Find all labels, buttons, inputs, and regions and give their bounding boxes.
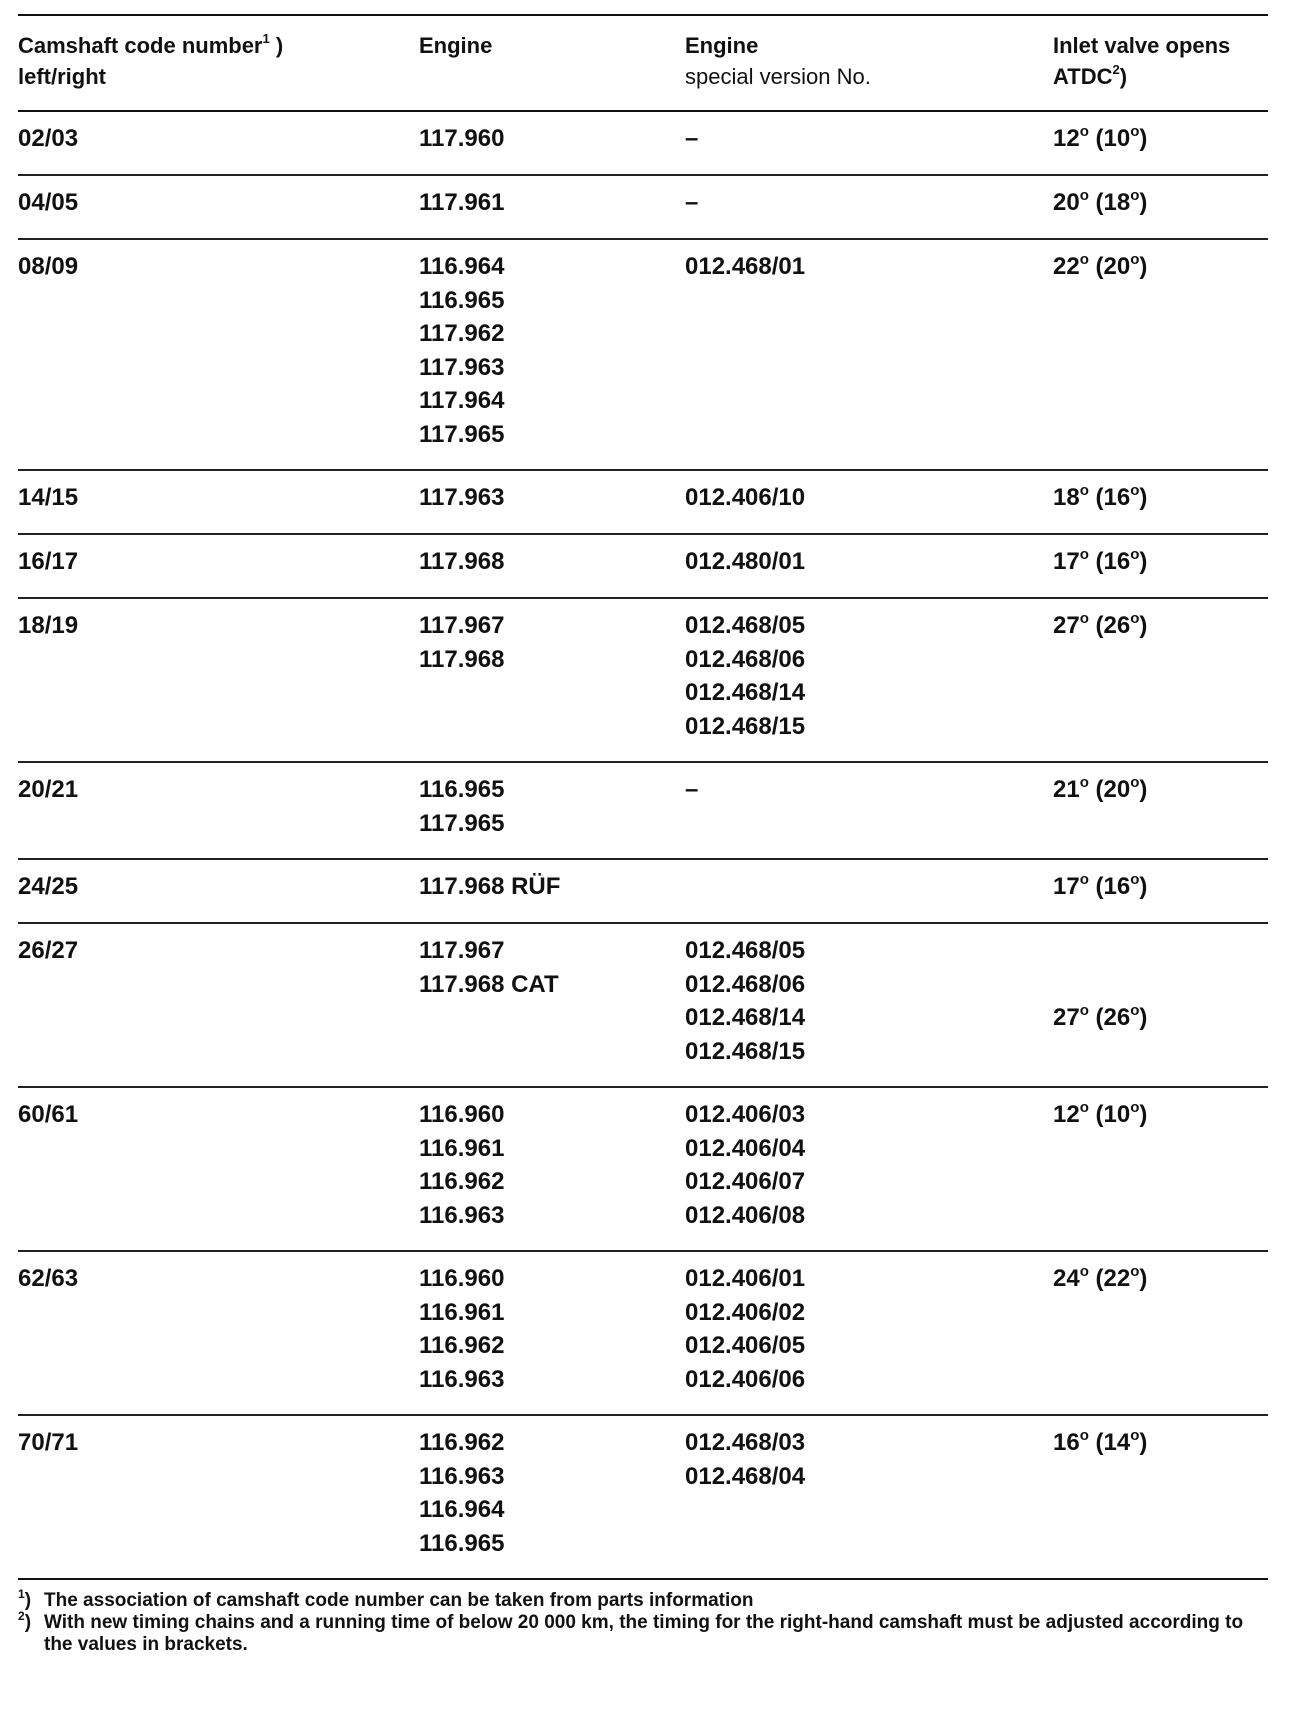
cell-engines <box>419 1415 685 1578</box>
engine-number: 116.964 <box>419 253 505 280</box>
degree-symbol: o <box>1130 1002 1140 1019</box>
engine-number: 116.962 <box>419 1332 505 1359</box>
timing-value: 18 <box>1053 484 1080 511</box>
cell-camshaft-code: 08/09 <box>18 239 419 470</box>
engine-number: 116.964 <box>419 1496 505 1523</box>
degree-symbol: o <box>1130 1099 1140 1116</box>
engine-number: 116.960 <box>419 1101 505 1128</box>
footnote-1 <box>18 1587 1268 1612</box>
timing-value-bracketed: 20 <box>1103 253 1131 280</box>
header-paren: ) <box>275 33 284 58</box>
cell-special-versions <box>685 239 1053 470</box>
timing-value: 12 <box>1053 1101 1080 1128</box>
engine-number: 116.962 <box>419 1168 505 1195</box>
header-special-version-line2: special version No. <box>685 64 871 89</box>
cell-camshaft-code: 02/03 <box>18 111 419 175</box>
timing-value: 20 <box>1053 189 1080 216</box>
degree-symbol: o <box>1079 610 1089 627</box>
special-version-number: 012.468/14 <box>685 679 806 706</box>
cell-special-versions <box>685 598 1053 762</box>
timing-value-bracketed: 22 <box>1103 1265 1131 1292</box>
cell-camshaft-code: 24/25 <box>18 859 419 923</box>
timing-value-bracketed: 16 <box>1103 548 1131 575</box>
degree-symbol: o <box>1130 546 1140 563</box>
cell-inlet-valve-timing: 16$^o$ (14$^o$) <box>1053 1415 1268 1578</box>
footnote-text: With new timing chains and a running time of below 20 000 km, the timing for the right-hand camshaft must be adjusted according to the values in brackets. <box>44 1612 1244 1655</box>
degree-symbol: o <box>1079 546 1089 563</box>
degree-symbol: o <box>1079 774 1089 791</box>
engine-number: 116.963 <box>419 1201 505 1229</box>
timing-value-bracketed: 18 <box>1103 189 1131 216</box>
special-version-number: 012.406/10 <box>685 484 806 511</box>
engine-number: 116.963 <box>419 1462 505 1490</box>
cell-special-versions <box>685 923 1053 1087</box>
timing-value: 12 <box>1053 125 1080 152</box>
degree-symbol: o <box>1079 1263 1089 1280</box>
engine-number: 117.968 CAT <box>419 970 559 998</box>
special-version-number: 012.468/14 <box>685 1004 806 1031</box>
engine-number: 116.965 <box>419 1529 505 1557</box>
special-version-number: 012.468/15 <box>685 1037 806 1065</box>
cell-inlet-valve-timing: 24$^o$ (22$^o$) <box>1053 1251 1268 1415</box>
degree-symbol: o <box>1079 1002 1089 1019</box>
special-version-number: 012.468/06 <box>685 970 806 998</box>
timing-value: 27 <box>1053 1004 1080 1031</box>
degree-symbol: o <box>1130 1263 1140 1280</box>
table-header-row <box>18 16 1268 111</box>
table-row <box>18 470 1268 534</box>
header-engine: Engine <box>419 33 493 58</box>
cell-engines <box>419 1087 685 1251</box>
engine-number: 116.963 <box>419 1365 505 1393</box>
special-version-number: – <box>685 776 699 803</box>
footnote-text: The association of camshaft code number can be taken from parts information <box>44 1590 754 1611</box>
footnotes <box>18 1587 1268 1656</box>
cell-engines <box>419 1251 685 1415</box>
timing-value: 22 <box>1053 253 1080 280</box>
cell-inlet-valve-timing: 12$^o$ (10$^o$) <box>1053 111 1268 175</box>
cell-camshaft-code: 14/15 <box>18 470 419 534</box>
cell-special-versions <box>685 470 1053 534</box>
special-version-number: 012.468/05 <box>685 937 806 964</box>
cell-camshaft-code: 20/21 <box>18 762 419 859</box>
header-inlet-valve <box>1053 16 1268 111</box>
table-row <box>18 859 1268 923</box>
footnote-2 <box>18 1609 1268 1656</box>
special-version-number: 012.406/08 <box>685 1201 806 1229</box>
header-special-version <box>685 16 1053 111</box>
timing-value-bracketed: 16 <box>1103 873 1131 900</box>
engine-number: 116.965 <box>419 286 505 314</box>
engine-number: 116.960 <box>419 1265 505 1292</box>
table-row <box>18 762 1268 859</box>
degree-symbol: o <box>1079 482 1089 499</box>
table-row <box>18 175 1268 239</box>
header-camshaft-code <box>18 16 419 111</box>
engine-number: 117.967 <box>419 612 505 639</box>
degree-symbol: o <box>1079 1099 1089 1116</box>
table-row <box>18 1087 1268 1251</box>
engine-number: 116.961 <box>419 1134 505 1162</box>
bottom-rule <box>18 1578 1268 1580</box>
timing-value: 24 <box>1053 1265 1080 1292</box>
cell-engines <box>419 111 685 175</box>
degree-symbol: o <box>1079 871 1089 888</box>
degree-symbol: o <box>1079 1427 1089 1444</box>
header-left-right: left/right <box>18 64 106 89</box>
cell-camshaft-code: 60/61 <box>18 1087 419 1251</box>
cell-inlet-valve-timing: 12$^o$ (10$^o$) <box>1053 1087 1268 1251</box>
cell-special-versions <box>685 175 1053 239</box>
engine-number: 117.965 <box>419 420 505 448</box>
cell-inlet-valve-timing: 27$^o$ (26$^o$) <box>1053 598 1268 762</box>
cell-inlet-valve-timing: 18$^o$ (16$^o$) <box>1053 470 1268 534</box>
engine-number: 116.962 <box>419 1429 505 1456</box>
cell-camshaft-code: 70/71 <box>18 1415 419 1578</box>
timing-value: 16 <box>1053 1429 1080 1456</box>
timing-value: 17 <box>1053 873 1080 900</box>
footnote-mark <box>18 1609 44 1656</box>
table-row <box>18 923 1268 1087</box>
cell-special-versions <box>685 762 1053 859</box>
degree-symbol: o <box>1079 251 1089 268</box>
special-version-number: 012.468/04 <box>685 1462 806 1490</box>
special-version-number: 012.406/05 <box>685 1332 806 1359</box>
degree-symbol: o <box>1079 123 1089 140</box>
engine-number: 117.968 RÜF <box>419 873 561 900</box>
cell-special-versions <box>685 1251 1053 1415</box>
engine-number: 117.968 <box>419 548 505 575</box>
table-row <box>18 111 1268 175</box>
engine-number: 117.967 <box>419 937 505 964</box>
engine-number: 117.963 <box>419 353 505 381</box>
table-row <box>18 598 1268 762</box>
special-version-number: 012.468/03 <box>685 1429 806 1456</box>
special-version-number: 012.406/04 <box>685 1134 806 1162</box>
header-special-version-line1: Engine <box>685 33 759 58</box>
cell-camshaft-code: 26/27 <box>18 923 419 1087</box>
special-version-number: 012.406/06 <box>685 1365 806 1393</box>
cell-engines <box>419 598 685 762</box>
cell-camshaft-code: 04/05 <box>18 175 419 239</box>
table-row <box>18 1415 1268 1578</box>
cell-special-versions <box>685 859 1053 923</box>
cell-engines <box>419 470 685 534</box>
cell-special-versions <box>685 534 1053 598</box>
cell-inlet-valve-timing: 17$^o$ (16$^o$) <box>1053 534 1268 598</box>
footnote-number: 1 <box>18 1587 25 1601</box>
timing-value-bracketed: 16 <box>1103 484 1131 511</box>
special-version-number: 012.406/01 <box>685 1265 806 1292</box>
special-version-number: 012.468/01 <box>685 253 806 280</box>
cell-engines <box>419 762 685 859</box>
cell-inlet-valve-timing: 22$^o$ (20$^o$) <box>1053 239 1268 470</box>
degree-symbol: o <box>1130 774 1140 791</box>
header-camshaft-code-text: Camshaft code number <box>18 33 263 58</box>
timing-value-bracketed: 10 <box>1103 125 1131 152</box>
timing-value-bracketed: 26 <box>1103 1004 1131 1031</box>
special-version-number: 012.468/15 <box>685 712 806 740</box>
timing-value-bracketed: 26 <box>1103 612 1131 639</box>
cell-special-versions <box>685 1087 1053 1251</box>
footnote-paren: ) <box>24 1612 32 1633</box>
footnote-ref-1: 1 <box>262 31 270 46</box>
cell-camshaft-code: 18/19 <box>18 598 419 762</box>
timing-value: 17 <box>1053 548 1080 575</box>
cell-inlet-valve-timing: 21$^o$ (20$^o$) <box>1053 762 1268 859</box>
degree-symbol: o <box>1130 123 1140 140</box>
camshaft-timing-document <box>18 14 1268 1656</box>
special-version-number: 012.480/01 <box>685 548 806 575</box>
engine-number: 117.964 <box>419 387 505 414</box>
special-version-number: 012.468/05 <box>685 612 806 639</box>
engine-number: 117.961 <box>419 189 505 216</box>
footnote-paren: ) <box>24 1590 32 1611</box>
engine-number: 116.961 <box>419 1298 505 1326</box>
cell-engines <box>419 859 685 923</box>
header-atdc: ATDC <box>1053 64 1113 89</box>
engine-number: 117.960 <box>419 125 505 152</box>
special-version-number: – <box>685 189 699 216</box>
cell-engines <box>419 175 685 239</box>
engine-number: 117.965 <box>419 809 505 837</box>
cell-engines <box>419 239 685 470</box>
table-body <box>18 111 1268 1578</box>
degree-symbol: o <box>1130 610 1140 627</box>
cell-special-versions <box>685 1415 1053 1578</box>
footnote-ref-2: 2 <box>1112 62 1120 77</box>
timing-value: 27 <box>1053 612 1080 639</box>
special-version-number: 012.468/06 <box>685 645 806 673</box>
degree-symbol: o <box>1130 187 1140 204</box>
cell-special-versions <box>685 111 1053 175</box>
cell-inlet-valve-timing: 17$^o$ (16$^o$) <box>1053 859 1268 923</box>
cell-inlet-valve-timing: 20$^o$ (18$^o$) <box>1053 175 1268 239</box>
cell-camshaft-code: 16/17 <box>18 534 419 598</box>
camshaft-table <box>18 16 1268 1578</box>
timing-value-bracketed: 20 <box>1103 776 1131 803</box>
engine-number: 116.965 <box>419 776 505 803</box>
table-row <box>18 534 1268 598</box>
engine-number: 117.963 <box>419 484 505 511</box>
timing-value: 21 <box>1053 776 1080 803</box>
header-inlet-valve-line1: Inlet valve opens <box>1053 33 1231 58</box>
cell-engines <box>419 923 685 1087</box>
special-version-number: 012.406/02 <box>685 1298 806 1326</box>
degree-symbol: o <box>1130 482 1140 499</box>
timing-value-bracketed: 14 <box>1103 1429 1131 1456</box>
degree-symbol: o <box>1130 1427 1140 1444</box>
cell-camshaft-code: 62/63 <box>18 1251 419 1415</box>
footnote-number: 2 <box>18 1609 25 1623</box>
special-version-number: – <box>685 125 699 152</box>
table-row <box>18 239 1268 470</box>
table-row <box>18 1251 1268 1415</box>
header-paren: ) <box>1119 64 1128 89</box>
special-version-number: 012.406/07 <box>685 1168 806 1195</box>
degree-symbol: o <box>1079 187 1089 204</box>
engine-number: 117.962 <box>419 320 505 347</box>
special-version-number: 012.406/03 <box>685 1101 806 1128</box>
degree-symbol: o <box>1130 251 1140 268</box>
cell-inlet-valve-timing: 27$^o$ (26$^o$) <box>1053 923 1268 1087</box>
cell-engines <box>419 534 685 598</box>
engine-number: 117.968 <box>419 645 505 673</box>
degree-symbol: o <box>1130 871 1140 888</box>
timing-value-bracketed: 10 <box>1103 1101 1131 1128</box>
